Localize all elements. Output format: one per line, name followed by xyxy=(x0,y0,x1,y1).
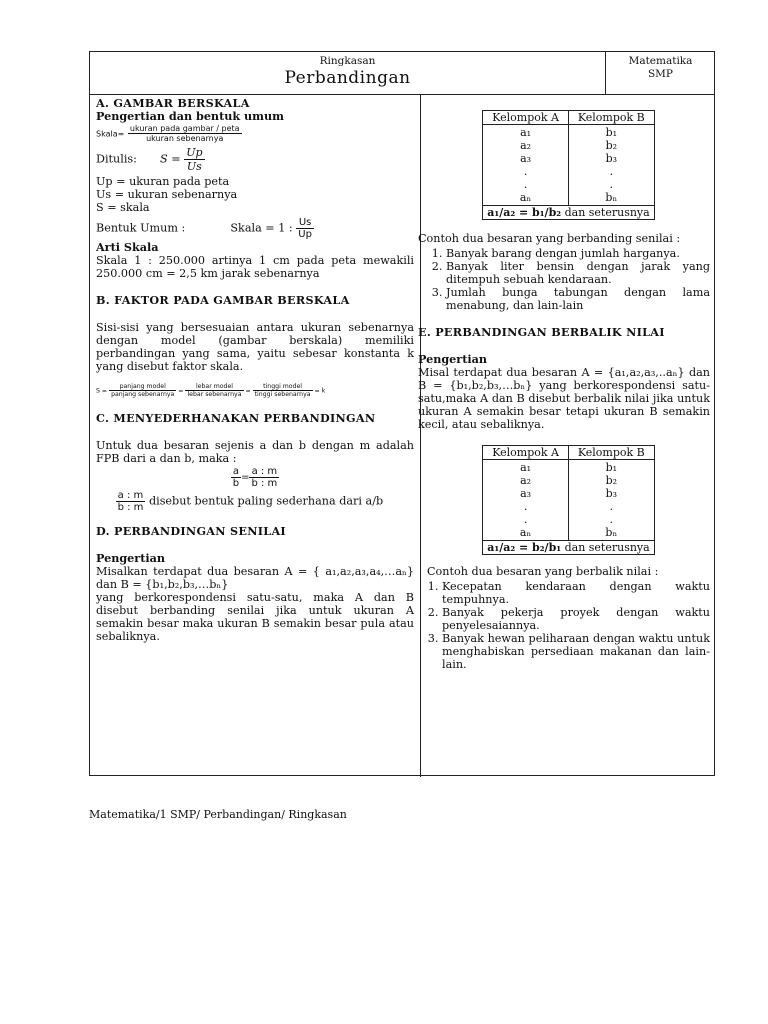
c-simplest-num: a : m xyxy=(116,490,146,502)
berbalik-a-n: aₙ xyxy=(519,526,532,539)
column-divider xyxy=(420,94,421,777)
c-simplest-note: disebut bentuk paling sederhana dari a/b xyxy=(148,494,384,508)
berbalik-header-a: Kelompok A xyxy=(483,446,569,460)
senilai-a-3: a₃ xyxy=(520,152,532,165)
page-footer: Matematika/1 SMP/ Perbandingan/ Ringkasan xyxy=(89,808,347,821)
c-fraction-ab-num: a xyxy=(231,466,241,478)
header-small-title: Ringkasan xyxy=(319,55,376,67)
section-d-text-1: Misalkan terdapat dua besaran A = { a₁,a₂,a₃,a₄,…aₙ} dan B = {b₁,b₂,b₃,…bₙ} xyxy=(96,565,414,591)
faktor-tinggi-den: tinggi sebenarnya xyxy=(254,391,311,398)
skala-lhs: Skala xyxy=(96,129,118,139)
senilai-b-4: . xyxy=(609,165,614,178)
bentuk-fraction xyxy=(296,217,314,240)
section-e-subheading: Pengertian xyxy=(418,352,487,366)
faktor-panjang-num: panjang model xyxy=(109,383,176,391)
senilai-b-n: bₙ xyxy=(605,191,618,204)
berbalik-a-4: . xyxy=(523,500,528,513)
berbalik-item-1: 1. Kecepatan kendaraan dengan waktu tempuhnya. xyxy=(442,580,710,606)
senilai-a-5: . xyxy=(523,178,528,191)
berbalik-col-a xyxy=(483,460,569,541)
berbalik-b-n: bₙ xyxy=(605,526,618,539)
c-fraction-ab-den: b xyxy=(232,478,240,489)
faktor-eq-2: = xyxy=(245,387,251,395)
berbalik-intro: Contoh dua besaran yang berbalik nilai : xyxy=(427,565,659,578)
senilai-col-a xyxy=(483,125,569,206)
berbalik-table xyxy=(482,445,654,555)
ditulis-denominator: Us xyxy=(186,160,202,173)
faktor-lebar-num: lebar model xyxy=(185,383,243,391)
header-subject-box xyxy=(605,52,716,94)
berbalik-item-2: 2. Banyak pekerja proyek dengan waktu penyelesaiannya. xyxy=(442,606,710,632)
skala-numerator: ukuran pada gambar / peta xyxy=(129,124,240,133)
section-a-heading: A. GAMBAR BERSKALA xyxy=(96,96,250,110)
ditulis-line xyxy=(96,146,414,173)
faktor-panjang-den: panjang sebenarnya xyxy=(111,391,175,398)
c-fraction-am-num: a : m xyxy=(249,466,279,478)
section-e-text: Misal terdapat dua besaran A = {a₁,a₂,a₃,..aₙ} dan B = {b₁,b₂,b₃,…bₙ} yang berkorespondensi satu-satu,maka A dan B disebut berbalik nilai jika untuk ukuran A semakin besar tetapi ukuran B semakin kecil, atau sebaliknya. xyxy=(418,366,710,431)
berbalik-list xyxy=(418,580,710,671)
berbalik-b-3: b₃ xyxy=(605,487,618,500)
senilai-b-3: b₃ xyxy=(605,152,618,165)
section-d-text-2: yang berkorespondensi satu-satu, maka A dan B disebut berbanding senilai jika untuk ukuran A semakin besar maka ukuran B semakin besar pula atau sebaliknya. xyxy=(96,591,414,643)
senilai-b-5: . xyxy=(609,178,614,191)
arti-skala-text: Skala 1 : 250.000 artinya 1 cm pada peta mewakili 250.000 cm = 2,5 km jarak sebenarnya xyxy=(96,254,414,280)
faktor-fraction-panjang xyxy=(109,383,176,398)
header-level: SMP xyxy=(647,68,673,80)
senilai-item-2: 2. Banyak liter bensin dengan jarak yang ditempuh sebuah kendaraan. xyxy=(446,260,710,286)
senilai-header-a: Kelompok A xyxy=(483,111,569,125)
senilai-footer xyxy=(483,206,654,220)
header-big-title: Perbandingan xyxy=(284,68,411,88)
section-c-text: Untuk dua besaran sejenis a dan b dengan m adalah FPB dari a dan b, maka : xyxy=(96,439,414,465)
senilai-a-2: a₂ xyxy=(520,139,532,152)
c-formula-eq: = xyxy=(241,472,250,483)
definition-us: Us = ukuran sebenarnya xyxy=(96,188,238,201)
bentuk-lhs: Skala = 1 : xyxy=(230,221,293,235)
header-subject: Matematika xyxy=(628,55,693,67)
senilai-footer-formula: a₁/a₂ = b₁/b₂ xyxy=(487,206,562,219)
c-formula-1 xyxy=(96,466,414,489)
berbalik-a-2: a₂ xyxy=(520,474,532,487)
c-fraction-bm-den: b : m xyxy=(251,478,278,489)
faktor-s: S = xyxy=(96,387,108,395)
berbalik-item-3: 3. Banyak hewan peliharaan dengan waktu untuk menghabiskan persediaan makanan dan lain-lain. xyxy=(442,632,710,671)
section-b-text: Sisi-sisi yang bersesuaian antara ukuran sebenarnya dengan model (gambar berskala) memiliki perbandingan yang sama, yaitu sebesar konstanta k yang disebut faktor skala. xyxy=(96,321,414,373)
section-a-subheading: Pengertian dan bentuk umum xyxy=(96,109,284,123)
skala-formula: Skala= ukuran pada gambar / peta ukuran sebenarnya xyxy=(96,124,240,143)
section-d-heading: D. PERBANDINGAN SENILAI xyxy=(96,524,286,538)
senilai-item-3: 3. Jumlah bunga tabungan dengan lama menabung, dan lain-lain xyxy=(446,286,710,312)
c-fraction-ab xyxy=(231,466,241,489)
berbalik-a-3: a₃ xyxy=(520,487,532,500)
senilai-col-b xyxy=(568,125,654,206)
senilai-footer-text: dan seterusnya xyxy=(564,206,650,219)
definition-up: Up = ukuran pada peta xyxy=(96,175,230,188)
faktor-eq-1: = xyxy=(178,387,184,395)
left-column xyxy=(96,97,414,643)
definition-s: S = skala xyxy=(96,201,150,214)
right-column xyxy=(418,110,710,671)
bentuk-umum-line xyxy=(96,217,414,240)
berbalik-a-1: a₁ xyxy=(520,461,532,474)
arti-skala-heading: Arti Skala xyxy=(96,240,159,254)
senilai-a-1: a₁ xyxy=(520,126,532,139)
bentuk-label: Bentuk Umum : xyxy=(96,221,186,235)
senilai-item-1: 1. Banyak barang dengan jumlah harganya. xyxy=(446,247,710,260)
berbalik-header-b: Kelompok B xyxy=(568,446,654,460)
senilai-b-1: b₁ xyxy=(605,126,618,139)
berbalik-footer xyxy=(483,541,654,555)
ditulis-numerator: Up xyxy=(186,146,203,159)
bentuk-numerator: Us xyxy=(296,217,314,229)
faktor-fraction-lebar xyxy=(185,383,243,398)
header-title-box xyxy=(90,52,606,94)
berbalik-footer-formula: a₁/a₂ = b₂/b₁ xyxy=(487,541,562,554)
berbalik-b-5: . xyxy=(609,513,614,526)
section-b-heading: B. FAKTOR PADA GAMBAR BERSKALA xyxy=(96,293,350,307)
c-simplest-fraction xyxy=(116,490,146,513)
berbalik-col-b xyxy=(568,460,654,541)
bentuk-denominator: Up xyxy=(298,229,312,240)
senilai-table xyxy=(482,110,654,220)
ditulis-fraction xyxy=(184,146,204,173)
berbalik-a-5: . xyxy=(523,513,528,526)
senilai-b-2: b₂ xyxy=(605,139,618,152)
senilai-header-b: Kelompok B xyxy=(568,111,654,125)
faktor-fraction-tinggi xyxy=(253,383,313,398)
faktor-k: = k xyxy=(314,387,326,395)
faktor-tinggi-num: tinggi model xyxy=(253,383,313,391)
senilai-intro: Contoh dua besaran yang berbanding senilai : xyxy=(418,232,681,245)
section-e-heading: E. PERBANDINGAN BERBALIK NILAI xyxy=(418,325,665,339)
berbalik-footer-text: dan seterusnya xyxy=(564,541,650,554)
c-formula-2 xyxy=(96,490,414,513)
senilai-a-n: aₙ xyxy=(519,191,532,204)
section-d-subheading: Pengertian xyxy=(96,551,165,565)
sheet-header xyxy=(90,52,714,95)
section-c-heading: C. MENYEDERHANAKAN PERBANDINGAN xyxy=(96,411,376,425)
senilai-a-4: . xyxy=(523,165,528,178)
berbalik-b-4: . xyxy=(609,500,614,513)
senilai-list xyxy=(418,247,710,312)
faktor-lebar-den: lebar sebenarnya xyxy=(187,391,242,398)
berbalik-b-1: b₁ xyxy=(605,461,618,474)
c-fraction-am-bm xyxy=(249,466,279,489)
c-simplest-den: b : m xyxy=(117,502,144,513)
skala-fraction xyxy=(128,124,242,143)
summary-sheet xyxy=(89,51,715,776)
ditulis-lhs: S = xyxy=(160,152,181,166)
skala-denominator: ukuran sebenarnya xyxy=(146,134,224,143)
faktor-skala-formula xyxy=(96,383,414,398)
ditulis-label: Ditulis: xyxy=(96,152,137,166)
berbalik-b-2: b₂ xyxy=(605,474,618,487)
